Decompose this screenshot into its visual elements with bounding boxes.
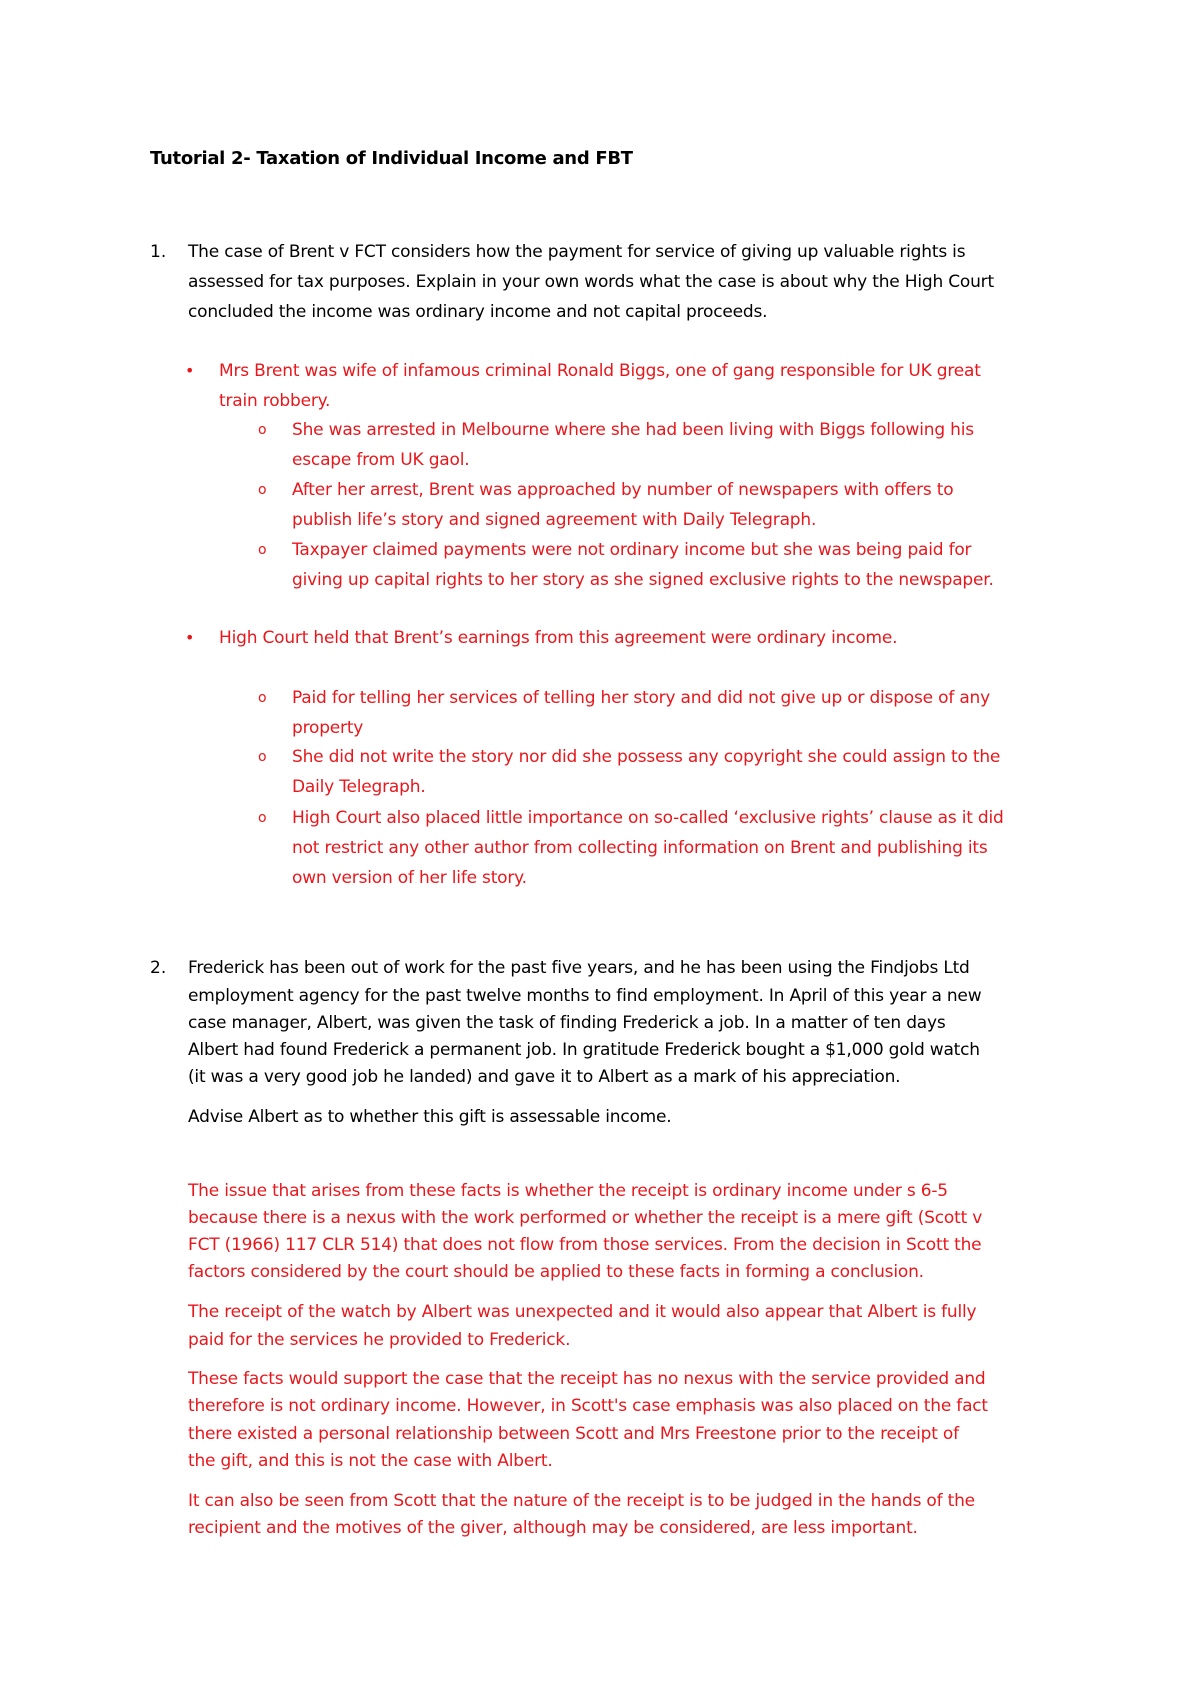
sub-bullet-1-3-marker: o bbox=[258, 542, 267, 558]
sub-bullet-1-2-marker: o bbox=[258, 482, 267, 498]
sub-bullet-2-2-marker: o bbox=[258, 749, 267, 765]
bullet-2-marker: • bbox=[185, 628, 195, 647]
bullet-1-line-1: Mrs Brent was wife of infamous criminal Ronald Biggs, one of gang responsible for UK great bbox=[219, 361, 981, 381]
sub-bullet-2-1-line-1: Paid for telling her services of telling her story and did not give up or dispose of any bbox=[292, 688, 990, 708]
sub-bullet-1-3-line-1: Taxpayer claimed payments were not ordinary income but she was being paid for bbox=[292, 540, 972, 560]
sub-bullet-2-2-line-1: She did not write the story nor did she possess any copyright she could assign to the bbox=[292, 747, 1001, 767]
bullet-1-line-2: train robbery. bbox=[219, 391, 331, 411]
sub-bullet-1-1-line-2: escape from UK gaol. bbox=[292, 450, 470, 470]
sub-bullet-1-1-marker: o bbox=[258, 422, 267, 438]
answer-4-line-2: recipient and the motives of the giver, although may be considered, are less important. bbox=[188, 1518, 918, 1538]
sub-bullet-1-2-line-1: After her arrest, Brent was approached by number of newspapers with offers to bbox=[292, 480, 954, 500]
answer-1-line-4: factors considered by the court should be applied to these facts in forming a conclusion. bbox=[188, 1262, 924, 1282]
question-2-line-1: Frederick has been out of work for the past five years, and he has been using the Findjobs Ltd bbox=[188, 958, 970, 978]
sub-bullet-2-2-line-2: Daily Telegraph. bbox=[292, 777, 426, 797]
sub-bullet-2-3-line-1: High Court also placed little importance on so-called ‘exclusive rights’ clause as it did bbox=[292, 808, 1004, 828]
answer-3-line-3: there existed a personal relationship between Scott and Mrs Freestone prior to the receipt of bbox=[188, 1424, 959, 1444]
question-2-line-5: (it was a very good job he landed) and gave it to Albert as a mark of his appreciation. bbox=[188, 1067, 901, 1087]
question-1-line-3: concluded the income was ordinary income and not capital proceeds. bbox=[188, 302, 768, 322]
sub-bullet-2-3-marker: o bbox=[258, 810, 267, 826]
answer-3-line-4: the gift, and this is not the case with Albert. bbox=[188, 1451, 553, 1471]
answer-3-line-1: These facts would support the case that the receipt has no nexus with the service provided and bbox=[188, 1369, 986, 1389]
answer-1-line-1: The issue that arises from these facts is whether the receipt is ordinary income under s 6-5 bbox=[188, 1181, 948, 1201]
answer-4-line-1: It can also be seen from Scott that the nature of the receipt is to be judged in the hands of the bbox=[188, 1491, 975, 1511]
question-1-line-1: The case of Brent v FCT considers how the payment for service of giving up valuable rights is bbox=[188, 242, 966, 262]
question-2-advise: Advise Albert as to whether this gift is assessable income. bbox=[188, 1107, 672, 1127]
answer-1-line-2: because there is a nexus with the work performed or whether the receipt is a mere gift (Scott v bbox=[188, 1208, 983, 1228]
sub-bullet-2-3-line-2: not restrict any other author from collecting information on Brent and publishing its bbox=[292, 838, 988, 858]
answer-1-line-3: FCT (1966) 117 CLR 514) that does not flow from those services. From the decision in Scott the bbox=[188, 1235, 982, 1255]
sub-bullet-2-3-line-3: own version of her life story. bbox=[292, 868, 527, 888]
answer-2-line-1: The receipt of the watch by Albert was unexpected and it would also appear that Albert is fully bbox=[188, 1302, 977, 1322]
bullet-2-line-1: High Court held that Brent’s earnings from this agreement were ordinary income. bbox=[219, 628, 898, 648]
question-number-1: 1. bbox=[150, 242, 167, 262]
document-title: Tutorial 2- Taxation of Individual Income and FBT bbox=[150, 148, 633, 169]
sub-bullet-1-2-line-2: publish life’s story and signed agreement with Daily Telegraph. bbox=[292, 510, 817, 530]
answer-2-line-2: paid for the services he provided to Frederick. bbox=[188, 1330, 571, 1350]
sub-bullet-2-1-marker: o bbox=[258, 690, 267, 706]
bullet-1-marker: • bbox=[185, 361, 195, 380]
sub-bullet-1-3-line-2: giving up capital rights to her story as she signed exclusive rights to the newspaper. bbox=[292, 570, 994, 590]
question-number-2: 2. bbox=[150, 958, 167, 978]
sub-bullet-1-1-line-1: She was arrested in Melbourne where she had been living with Biggs following his bbox=[292, 420, 974, 440]
answer-3-line-2: therefore is not ordinary income. However, in Scott's case emphasis was also placed on the fact bbox=[188, 1396, 988, 1416]
question-2-line-4: Albert had found Frederick a permanent job. In gratitude Frederick bought a $1,000 gold watch bbox=[188, 1040, 980, 1060]
sub-bullet-2-1-line-2: property bbox=[292, 718, 364, 738]
question-1-line-2: assessed for tax purposes. Explain in your own words what the case is about why the High Court bbox=[188, 272, 994, 292]
question-2-line-2: employment agency for the past twelve months to find employment. In April of this year a new bbox=[188, 986, 982, 1006]
question-2-line-3: case manager, Albert, was given the task of finding Frederick a job. In a matter of ten days bbox=[188, 1013, 946, 1033]
